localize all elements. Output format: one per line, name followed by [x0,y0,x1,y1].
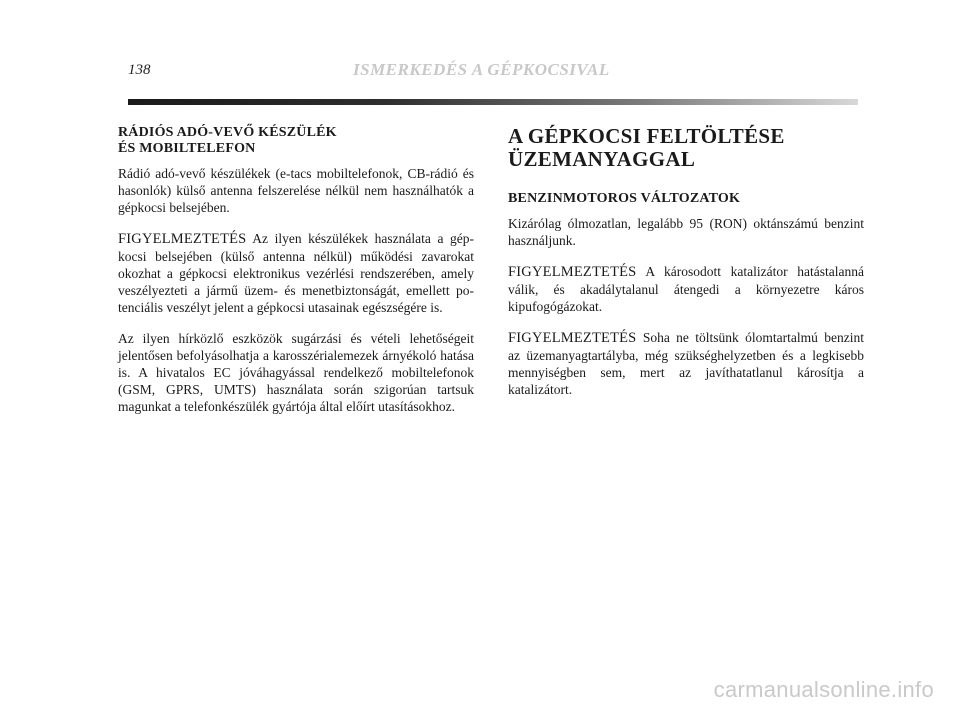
warning-label: FIGYELMEZTETÉS [508,264,637,280]
refuel-section-heading: A GÉPKOCSI FELTÖLTÉSE ÜZEMANYAGGAL [508,124,785,171]
radio-intro-paragraph: Rádió adó-vevő készülékek (e-tacs mobiltelefonok, CB-rádió és hasonlók) külső antenna felszerelése nélkül nem használhatók a gépkocsi belsejében. [118,166,474,215]
header-divider [128,99,858,105]
fuel-type-paragraph: Kizárólag ólmozatlan, legalább 95 (RON) oktánszámú benzint használjunk. [508,216,864,248]
leaded-fuel-warning-paragraph [508,329,864,398]
watermark: carmanualsonline.info [713,677,934,702]
radio-shielding-paragraph: Az ilyen hírközlő eszközök sugárzási és vételi lehetőségeit jelentősen befolyásolhatja a karosszérialemezek árnyékoló hatása is. A hivatalos EC jóváhagyással rendelkező mobiltelefonok (GSM, GPRS, UMTS) használata során szigorúan tartsuk magunkat a telefonkészülék gyártója által előírt utasításokhoz. [118,331,474,414]
petrol-version-subheading: BENZINMOTOROS VÁLTOZATOK [508,191,741,206]
section-header-title: ISMERKEDÉS A GÉPKOCSIVAL [353,60,610,79]
left-column [118,125,474,429]
catalyst-warning-paragraph [508,263,864,315]
warning-text: A károsodott katalizátor hatástalanná válik, és akadálytalanul átengedi a környezetre káros kipufogógázokat. [508,264,864,314]
warning-label: FIGYELMEZTETÉS [118,231,247,247]
warning-text: Az ilyen készülékek használata a gépkocsi belsejében (külső antenna nélkül) működési zavarokat okozhat a gépkocsi elektronikus vezérlési rendszerében, amely veszélyezteti a jármű üzem- és menetbiztonságát, emellett potenciális veszélyt jelent a gépkocsi utasainak egészségére is. [118,231,474,315]
radio-warning-paragraph [118,230,474,316]
radio-section-heading: RÁDIÓS ADÓ-VEVŐ KÉSZÜLÉK ÉS MOBILTELEFON [118,125,337,156]
warning-text: Soha ne töltsünk ólomtartalmú benzint az üzemanyagtartályba, még szükséghelyzetben és a legkisebb mennyiségben sem, mert az javíthatatlanul károsítja a katalizátort. [508,330,864,397]
right-column [508,125,864,412]
page-number: 138 [128,62,151,78]
warning-label: FIGYELMEZTETÉS [508,330,637,346]
